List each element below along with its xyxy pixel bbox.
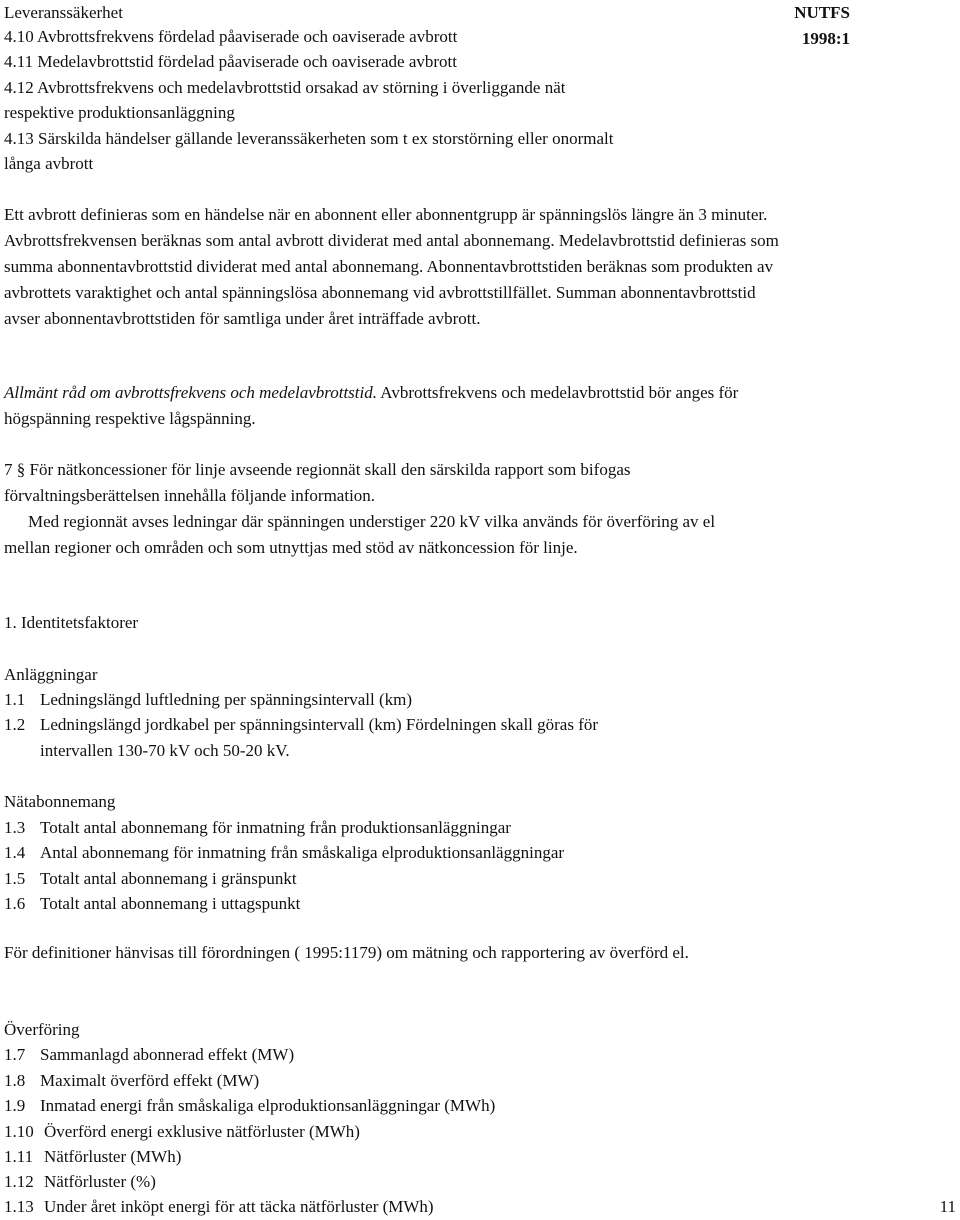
item-text: Överförd energi exklusive nätförluster (MWh) xyxy=(44,1122,360,1141)
item-text: Ledningslängd jordkabel per spänningsintervall (km) Fördelningen skall göras för xyxy=(40,715,599,734)
definition-paragraph: Ett avbrott definieras som en händelse när en abonnent eller abonnentgrupp är spänningslös längre än 3 minuter. Avbrottsfrekvensen beräknas som antal avbrott dividerat med antal abonnemang. Medelavbrottstid definieras som summa abonnentavbrottstid dividerat med antal abonnemang. Abonnentavbrottstiden beräknas som produkten av avbrottets varaktighet och antal spänningslösa abonnemang vid avbrottstillfället. Summan abonnentavbrottstid avser abonnentavbrottstiden för samtliga under året inträffade avbrott. xyxy=(4,205,779,328)
toc-line: långa avbrott xyxy=(4,154,94,173)
item-text: Maximalt överförd effekt (MW) xyxy=(40,1071,260,1090)
item-number: 1.7 xyxy=(4,1045,26,1064)
general-advice-text: Avbrottsfrekvens och medelavbrottstid bör anges för högspänning respektive lågspänning. xyxy=(4,383,739,428)
list-item xyxy=(4,1194,434,1220)
toc-line: 4.10 Avbrottsfrekvens fördelad påaviserade och oaviserade avbrott xyxy=(4,27,458,46)
item-text: Totalt antal abonnemang i gränspunkt xyxy=(40,869,297,888)
item-continuation: intervallen 130-70 kV och 50-20 kV. xyxy=(40,741,290,760)
toc-line: 4.13 Särskilda händelser gällande leveranssäkerheten som t ex storstörning eller onormalt xyxy=(4,129,614,148)
item-number: 1.13 xyxy=(4,1197,34,1216)
regulation-reference xyxy=(794,0,850,52)
regional-network-paragraph: Med regionnät avses ledningar där spänningen understiger 220 kV vilka används för överföring av el mellan regioner och områden och som utnyttjas med stöd av nätkoncession för linje. xyxy=(4,512,716,557)
subscriptions-heading: Nätabonnemang xyxy=(4,792,116,811)
definitions-reference: För definitioner hänvisas till förordningen ( 1995:1179) om mätning och rapportering av överförd el. xyxy=(4,943,689,962)
item-number: 1.12 xyxy=(4,1172,34,1191)
list-item xyxy=(4,1169,156,1195)
toc-line: 4.12 Avbrottsfrekvens och medelavbrottstid orsakad av störning i överliggande nät xyxy=(4,78,566,97)
item-number: 1.3 xyxy=(4,818,26,837)
general-advice xyxy=(4,380,784,432)
item-text: Totalt antal abonnemang för inmatning från produktionsanläggningar xyxy=(40,818,511,837)
item-number: 1.8 xyxy=(4,1071,26,1090)
item-text: Inmatad energi från småskaliga elproduktionsanläggningar (MWh) xyxy=(40,1096,496,1115)
list-item xyxy=(4,687,412,713)
item-number: 1.9 xyxy=(4,1096,26,1115)
list-item xyxy=(4,1068,259,1094)
item-text: Nätförluster (%) xyxy=(44,1172,156,1191)
item-number: 1.10 xyxy=(4,1122,34,1141)
list-item xyxy=(4,1144,181,1170)
item-text: Antal abonnemang för inmatning från småskaliga elproduktionsanläggningar xyxy=(40,843,565,862)
list-item xyxy=(4,1119,360,1145)
identity-heading: 1. Identitetsfaktorer xyxy=(4,613,139,632)
item-number: 1.5 xyxy=(4,869,26,888)
list-item xyxy=(4,1042,294,1068)
item-number: 1.1 xyxy=(4,690,26,709)
regulation-code: NUTFS xyxy=(794,3,850,22)
general-advice-label: Allmänt råd om avbrottsfrekvens och medelavbrottstid. xyxy=(4,383,377,402)
list-item xyxy=(4,712,598,738)
regulation-year: 1998:1 xyxy=(801,29,850,48)
installations-heading: Anläggningar xyxy=(4,665,98,684)
item-text: Nätförluster (MWh) xyxy=(44,1147,182,1166)
page-number: 11 xyxy=(939,1197,956,1216)
item-number: 1.4 xyxy=(4,843,26,862)
transfer-heading: Överföring xyxy=(4,1020,80,1039)
list-item xyxy=(4,1093,495,1119)
list-item xyxy=(4,891,300,917)
item-text: Under året inköpt energi för att täcka nätförluster (MWh) xyxy=(44,1197,434,1216)
section-7-paragraph: 7 § För nätkoncessioner för linje avseende regionnät skall den särskilda rapport som bifogas förvaltningsberättelsen innehålla följande information. xyxy=(4,460,631,505)
item-text: Sammanlagd abonnerad effekt (MW) xyxy=(40,1045,295,1064)
item-number: 1.6 xyxy=(4,894,26,913)
item-number: 1.11 xyxy=(4,1147,34,1166)
toc-line: 4.11 Medelavbrottstid fördelad påaviserade och oaviserade avbrott xyxy=(4,52,458,71)
item-text: Ledningslängd luftledning per spänningsintervall (km) xyxy=(40,690,413,709)
toc-line: respektive produktionsanläggning xyxy=(4,103,235,122)
item-text: Totalt antal abonnemang i uttagspunkt xyxy=(40,894,301,913)
item-number: 1.2 xyxy=(4,715,26,734)
list-item xyxy=(4,815,511,841)
list-item xyxy=(4,840,564,866)
running-title: Leveranssäkerhet xyxy=(4,3,123,22)
list-item xyxy=(4,866,297,892)
